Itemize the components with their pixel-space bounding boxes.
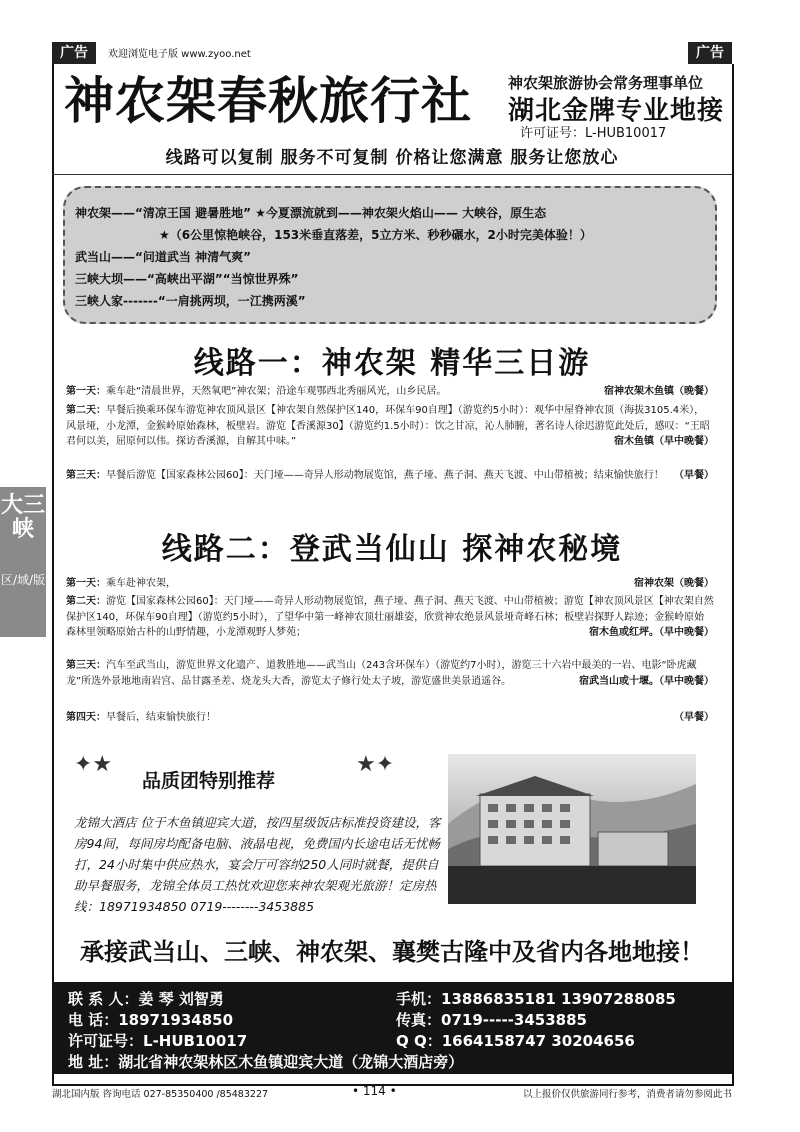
highlight-line: 三峡大坝——“高峡出平湖”“当惊世界殊” — [75, 272, 299, 286]
side-tab-title: 大三峡 — [0, 492, 45, 542]
day-label: 第一天： — [66, 386, 106, 397]
footer-right: 以上报价仅供旅游同行参考，消费者请勿参阅此书 — [522, 1089, 732, 1100]
day-meal: 宿神农架木鱼镇（晚餐） — [604, 386, 714, 397]
highlights-box — [63, 186, 717, 324]
route2-day2 — [66, 594, 714, 641]
star-icon: ★✦ — [356, 752, 395, 777]
license-value: L-HUB10017 — [143, 1032, 248, 1050]
day-meal: （早餐） — [674, 712, 714, 723]
address-label: 地 址： — [68, 1053, 119, 1071]
route1-title: 线路一：神农架 精华三日游 — [193, 346, 591, 381]
hotel-building-icon — [448, 754, 696, 904]
top-bar — [52, 42, 732, 64]
day-label: 第三天： — [66, 660, 106, 671]
contact-fax — [396, 1009, 587, 1030]
divider — [52, 174, 732, 175]
banner-text: 承接武当山、三峡、神农架、襄樊古隆中及省内各地地接！ — [80, 937, 704, 966]
day-text: 乘车赴“清晨世界，天然氧吧”神农架；沿途车观鄂西北秀丽风光，山乡民居。 — [106, 386, 447, 397]
day-label: 第二天： — [66, 596, 106, 607]
day-label: 第二天： — [66, 405, 106, 416]
day-text: 游览【国家森林公园60】：天门垭——奇异人形动物展览馆，燕子垭、燕子洞、燕天飞渡、中山带植被；游览【神农顶风景区【神农架自然保护区140，环保车90自理】（游览约5小时），了望华中第一峰神农顶壮丽雄姿，欣赏神农绝景风景垭奇峰石林；板壁岩探野人踪迹；金猴岭原始森林里领略原始古朴的山野情趣，小龙潭观野人梦苑； — [66, 596, 714, 638]
mobile-label: 手机： — [396, 990, 442, 1008]
contact-panel — [52, 982, 732, 1074]
qq-label: Q Q： — [396, 1032, 442, 1050]
contact-mobile — [396, 988, 676, 1009]
license-label: 许可证号： — [68, 1032, 144, 1050]
license-number: 许可证号：L-HUB10017 — [520, 126, 667, 141]
star-icon: ✦★ — [74, 752, 113, 777]
side-tab-subtitle: 区/域/版 — [0, 573, 46, 587]
day-text: 早餐后游览【国家森林公园60】：天门垭——奇异人形动物展览馆，燕子垭、燕子洞、燕天飞渡、中山带植被；结束愉快旅行！ — [106, 470, 664, 481]
page-number: • 114 • — [352, 1084, 397, 1098]
promo-text: 龙锦大酒店 位于木鱼镇迎宾大道，按四星级饭店标准投资建设，客房94间，每间房均配备电脑、液晶电视，免费国内长途电话无忧畅打，24小时集中供应热水，宴会厅可容纳250人同时就餐，提供自助早餐服务，龙锦全体员工热忱欢迎您来神农架观光旅游！定房热线：18971934850 0719--------3453885 — [74, 815, 441, 914]
route1-day2 — [66, 403, 714, 450]
footer-left: 湖北国内版 咨询电话 027-85350400 /85483227 — [52, 1089, 269, 1100]
day-meal: （早餐） — [674, 470, 714, 481]
address-value: 湖北省神农架林区木鱼镇迎宾大道（龙锦大酒店旁） — [118, 1053, 464, 1071]
promo-decoration — [74, 752, 112, 777]
route2-day3 — [66, 658, 714, 689]
promo-decoration-right — [356, 752, 394, 777]
site-text: 欢迎浏览电子版 www.zyoo.net — [108, 49, 251, 60]
contact-license — [68, 1030, 247, 1051]
highlight-line: 三峡人家-------“一肩挑两坝，一江携两溪” — [75, 294, 306, 308]
highlight-line: ★（6公里惊艳峡谷，153米垂直落差，5立方米、秒秒碾水，2小时完美体验！） — [159, 228, 592, 242]
ad-tag-left: 广告 — [52, 42, 96, 64]
contact-phone — [68, 1009, 233, 1030]
contact-qq — [396, 1030, 635, 1051]
route2-day1 — [66, 576, 714, 592]
highlight-line: 神农架——“清凉王国 避暑胜地” ★今夏漂流就到——神农架火焰山—— 大峡谷，原生态 — [75, 206, 547, 220]
qq-value: 1664158747 30204656 — [441, 1032, 635, 1050]
day-label: 第一天： — [66, 578, 106, 589]
fax-value: 0719-----3453885 — [441, 1011, 587, 1029]
day-label: 第四天： — [66, 712, 106, 723]
day-meal: 宿木鱼或红坪。（早中晚餐） — [589, 627, 714, 638]
phone-label: 电 话： — [68, 1011, 119, 1029]
promo-title: 品质团特别推荐 — [142, 770, 276, 792]
route1-day1 — [66, 384, 714, 400]
highlight-line: 武当山——“问道武当 神清气爽” — [75, 250, 251, 264]
day-text: 早餐后，结束愉快旅行！ — [106, 712, 216, 723]
day-text: 汽车至武当山，游览世界文化遗产、道教胜地——武当山（243含环保车）（游览约7小时），游览三十六岩中最美的一岩、电影“卧虎藏龙”所选外景地地南岩宫、品甘露圣差、烧龙头大香，游览太子修行处太子坡，游览盛世美景逍遥谷。 — [66, 660, 697, 687]
region-side-tab — [0, 487, 46, 637]
contact-person — [68, 988, 224, 1009]
route2-title: 线路二：登武当仙山 探神农秘境 — [161, 532, 623, 567]
day-meal: 宿神农架（晚餐） — [634, 578, 714, 589]
day-text: 乘车赴神农架， — [106, 578, 176, 589]
contact-label: 联 系 人： — [68, 990, 139, 1008]
day-meal: 宿武当山或十堰。（早中晚餐） — [579, 675, 714, 687]
day-text: 早餐后换乘环保车游览神农顶风景区【神农架自然保护区140，环保车90自理】（游览约5小时）：观华中屋脊神农顶（海拔3105.4米），风景垭，小龙潭，金猴岭原始森林，板壁岩。游览【香溪源30】（游览约1.5小时）：饮之甘凉，沁人肺腑，著名诗人徐迟游览此处后，感叹：“王昭君何以美，屈原何以伟。探访香溪源，自解其中味。” — [66, 405, 710, 447]
fax-label: 传真： — [396, 1011, 442, 1029]
slogan: 线路可以复制 服务不可复制 价格让您满意 服务让您放心 — [165, 148, 619, 168]
gold-title: 湖北金牌专业地接 — [508, 96, 725, 126]
day-meal: 宿木鱼镇（早中晚餐） — [614, 436, 714, 447]
brand-title: 神农架春秋旅行社 — [64, 71, 472, 130]
route1-day3 — [66, 468, 714, 484]
ad-tag-right: 广告 — [688, 42, 732, 64]
contact-value: 姜 琴 刘智勇 — [138, 990, 224, 1008]
hotel-photo — [448, 754, 696, 904]
route2-day4 — [66, 710, 714, 726]
contact-address — [68, 1051, 463, 1072]
association-text: 神农架旅游协会常务理事单位 — [508, 74, 704, 92]
day-label: 第三天： — [66, 470, 106, 481]
mobile-value: 13886835181 13907288085 — [441, 990, 676, 1008]
phone-value: 18971934850 — [118, 1011, 234, 1029]
